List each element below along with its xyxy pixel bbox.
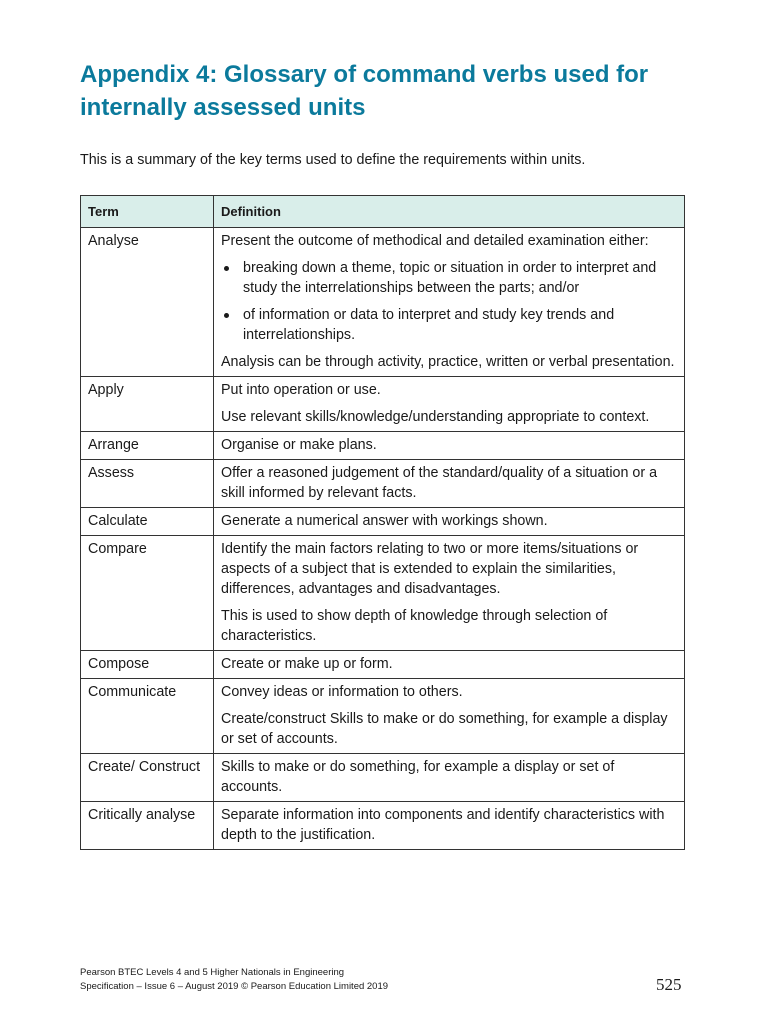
definition-cell [214, 460, 685, 508]
page-number: 525 [656, 975, 682, 994]
definition-bullet-list [221, 258, 677, 345]
table-row [81, 432, 685, 460]
definition-cell [214, 754, 685, 802]
term-cell: Compose [81, 651, 214, 679]
footer-line-2: Specification – Issue 6 – August 2019 © Pearson Education Limited 2019 [80, 981, 389, 992]
definition-cell [214, 228, 685, 377]
definition-paragraph: Skills to make or do something, for example a display or set of accounts. [221, 759, 615, 795]
definition-cell [214, 432, 685, 460]
table-row [81, 754, 685, 802]
table-row [81, 679, 685, 754]
table-row [81, 228, 685, 377]
term-cell: Analyse [81, 228, 214, 377]
definition-paragraph: Use relevant skills/knowledge/understanding appropriate to context. [221, 409, 650, 425]
table-row [81, 651, 685, 679]
definition-paragraph: Offer a reasoned judgement of the standard/quality of a situation or a skill informed by relevant facts. [221, 465, 658, 501]
table-row [81, 460, 685, 508]
bullet-item: breaking down a theme, topic or situation in order to interpret and study the interrelationships between the parts; and/or [221, 258, 677, 298]
term-cell: Assess [81, 460, 214, 508]
definition-paragraph: Organise or make plans. [221, 437, 377, 453]
header-definition: Definition [214, 196, 685, 228]
term-cell: Compare [81, 536, 214, 651]
definition-cell [214, 802, 685, 850]
intro-text: This is a summary of the key terms used to define the requirements within units. [80, 152, 586, 168]
table-header-row [81, 196, 685, 228]
definition-cell [214, 377, 685, 432]
table-row [81, 377, 685, 432]
header-term: Term [81, 196, 214, 228]
bullet-item: of information or data to interpret and study key trends and interrelationships. [221, 305, 677, 345]
definition-paragraph: This is used to show depth of knowledge through selection of characteristics. [221, 608, 608, 644]
table-row [81, 802, 685, 850]
term-cell: Communicate [81, 679, 214, 754]
definition-paragraph: Present the outcome of methodical and detailed examination either: [221, 233, 649, 249]
definition-paragraph: Identify the main factors relating to two or more items/situations or aspects of a subject that is extended to explain the similarities, differences, advantages and disadvantages. [221, 541, 639, 597]
term-cell: Create/ Construct [81, 754, 214, 802]
definition-paragraph: Generate a numerical answer with workings shown. [221, 513, 548, 529]
definition-cell [214, 508, 685, 536]
definition-paragraph: Create or make up or form. [221, 656, 393, 672]
definition-cell [214, 651, 685, 679]
definition-paragraph: Separate information into components and identify characteristics with depth to the justification. [221, 807, 665, 843]
table-row [81, 536, 685, 651]
definition-paragraph: Put into operation or use. [221, 382, 381, 398]
footer-line-1: Pearson BTEC Levels 4 and 5 Higher Nationals in Engineering [80, 967, 345, 978]
definition-paragraph: Convey ideas or information to others. [221, 684, 463, 700]
table-row [81, 508, 685, 536]
term-cell: Apply [81, 377, 214, 432]
glossary-table [80, 195, 685, 850]
term-cell: Arrange [81, 432, 214, 460]
term-cell: Critically analyse [81, 802, 214, 850]
glossary-body [81, 228, 685, 850]
definition-paragraph: Create/construct Skills to make or do something, for example a display or set of accounts. [221, 711, 668, 747]
definition-cell [214, 679, 685, 754]
page-title: Appendix 4: Glossary of command verbs used for internally assessed units [80, 61, 649, 121]
definition-cell [214, 536, 685, 651]
footer [80, 966, 388, 994]
term-cell: Calculate [81, 508, 214, 536]
definition-paragraph: Analysis can be through activity, practice, written or verbal presentation. [221, 354, 675, 370]
